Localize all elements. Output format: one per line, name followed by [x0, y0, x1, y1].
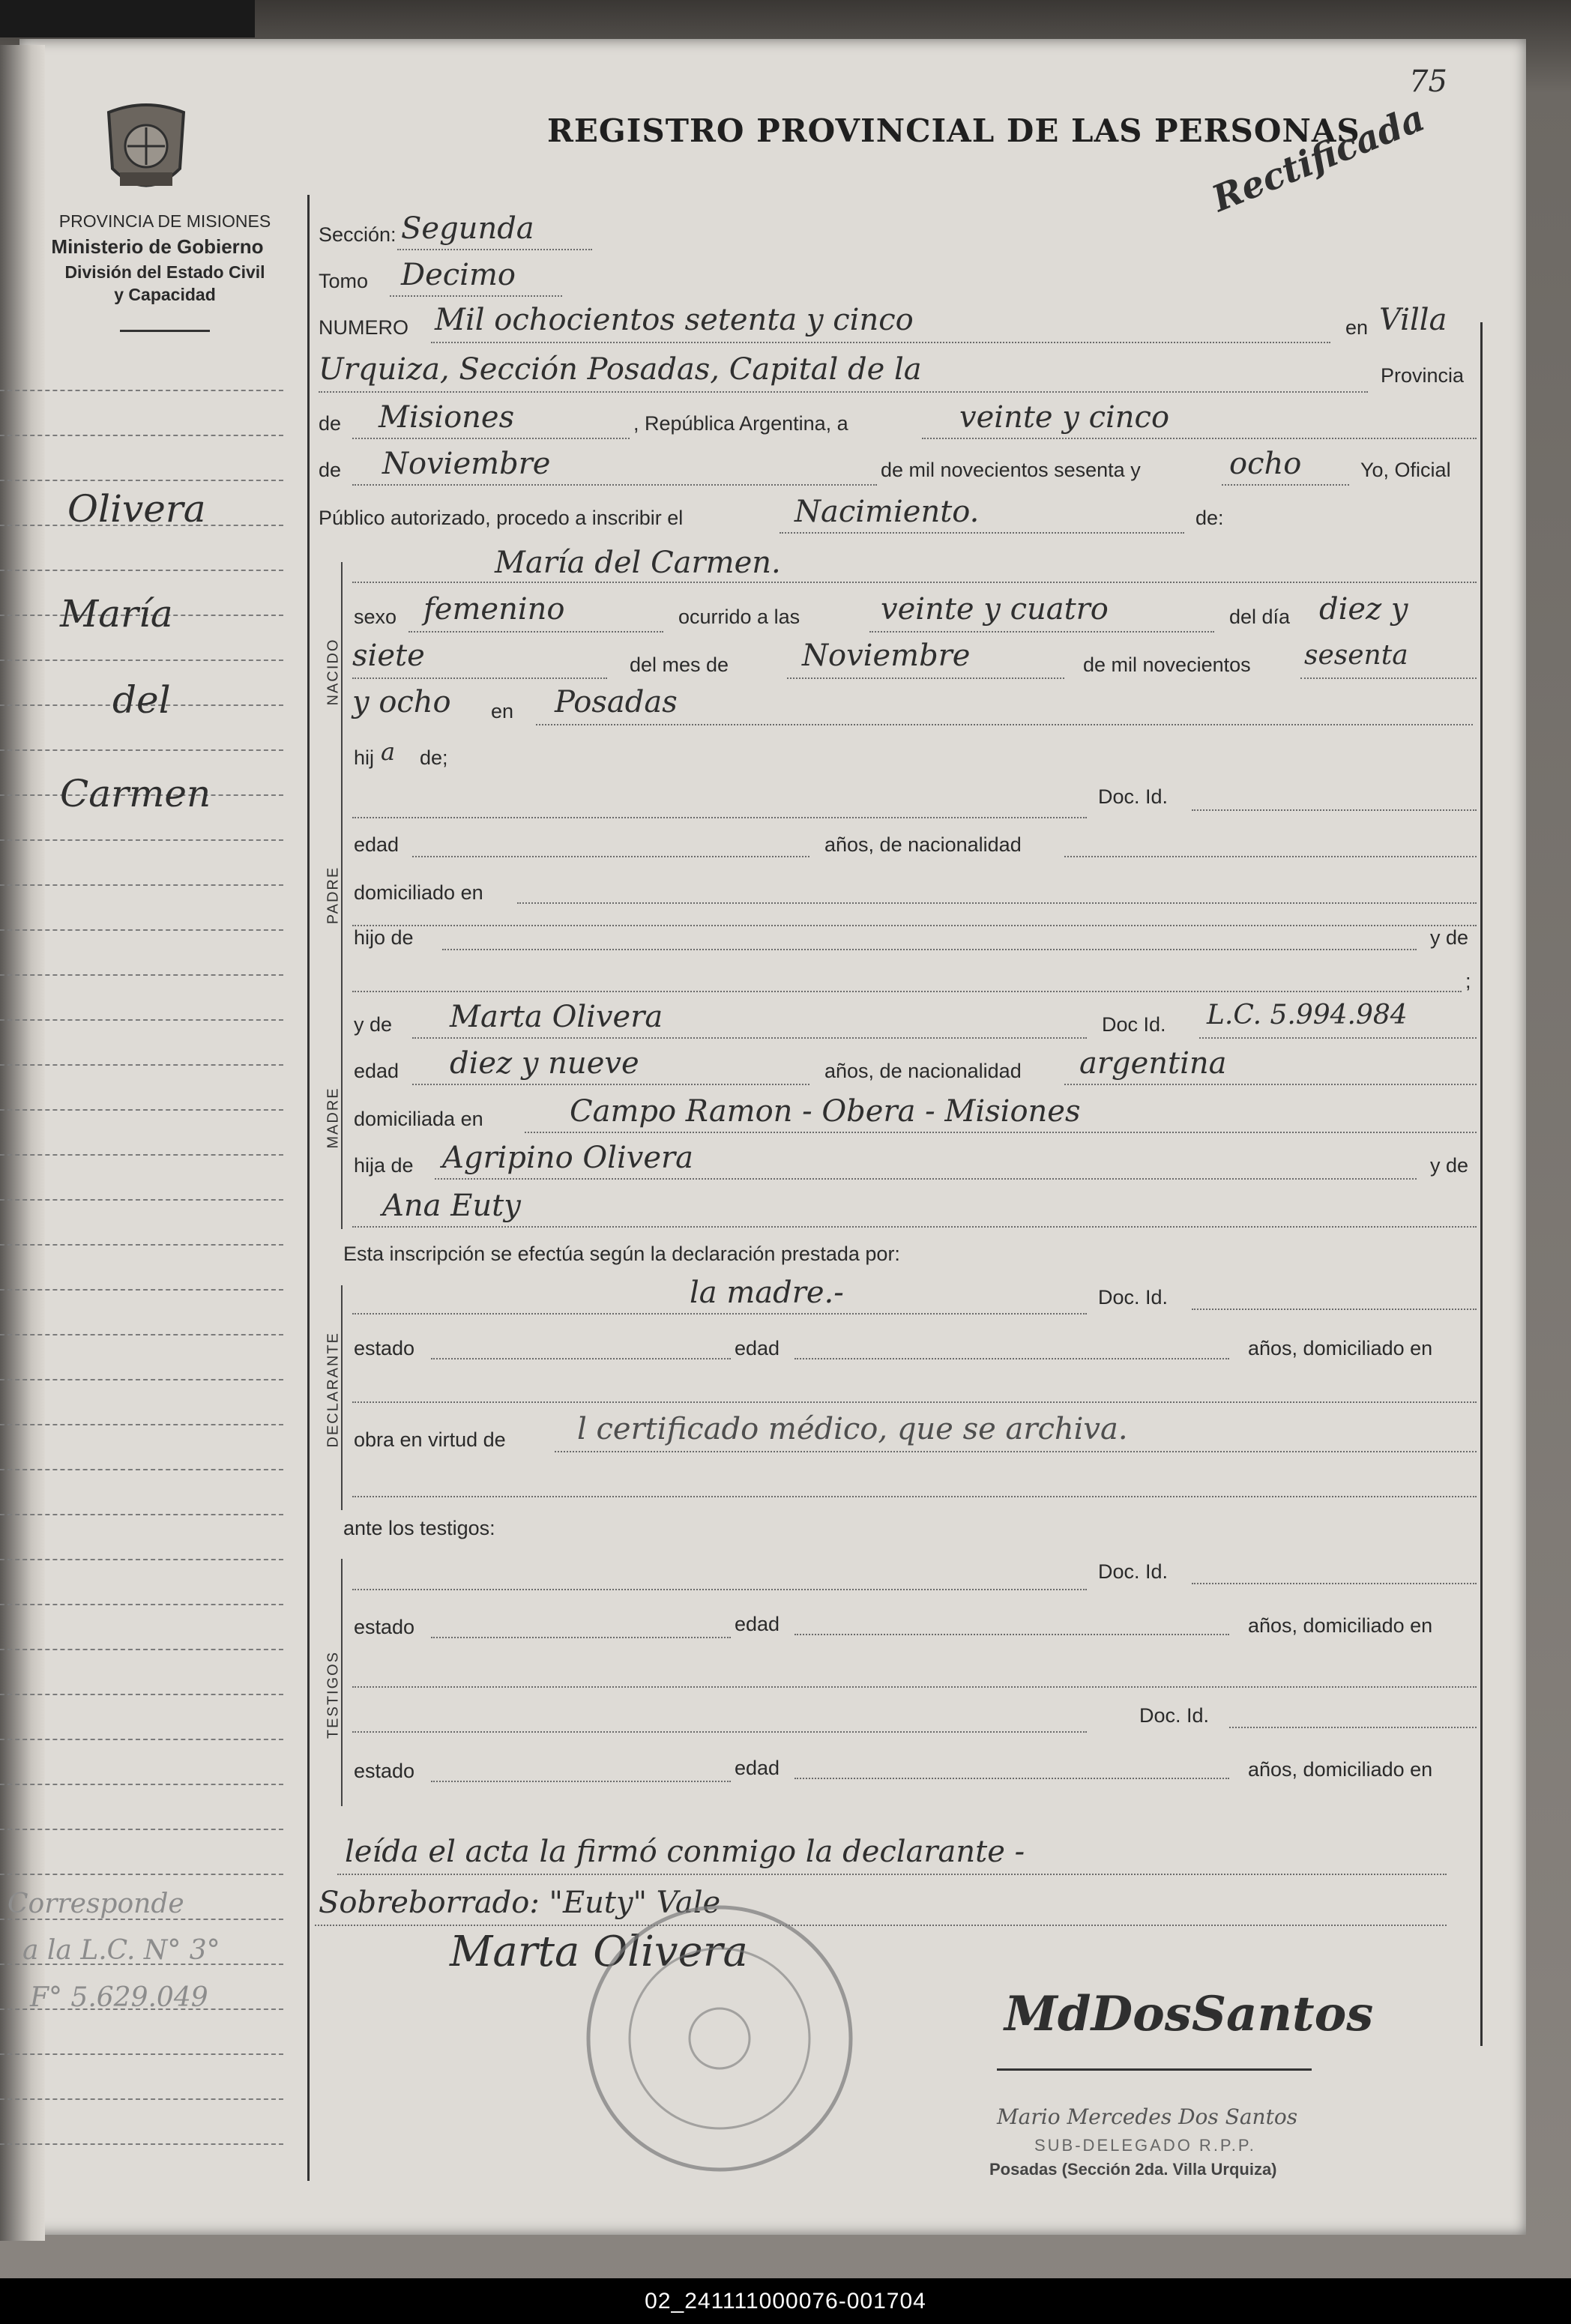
province-label: PROVINCIA DE MISIONES: [58, 211, 271, 231]
lugar-value: Urquiza, Sección Posadas, Capital de la: [319, 352, 922, 387]
cierre-line-2: Sobreborrado: "Euty" Vale: [319, 1886, 721, 1920]
testigos-side-label: TESTIGOS: [325, 1650, 342, 1739]
seccion-line: [397, 249, 592, 250]
seccion-value: Segunda: [401, 211, 534, 246]
official-role: SUB-DELEGADO R.P.P.: [1034, 2136, 1256, 2155]
numero-value: Mil ochocientos setenta y cinco: [435, 303, 914, 337]
form-left-rule: [307, 195, 310, 2181]
official-round-stamp-icon: [577, 1896, 862, 2181]
madre-padre-value: Agripino Olivera: [442, 1141, 693, 1175]
declarante-dom-line: [352, 1401, 1477, 1403]
del-mes-label: del mes de: [630, 654, 729, 676]
sesenta-label: de mil novecientos sesenta y: [881, 459, 1141, 481]
padre-hijo-label: hijo de: [354, 926, 414, 949]
margin-ruled-line: [0, 2143, 283, 2145]
testigo1-anos-label: años, domiciliado en: [1248, 1614, 1433, 1637]
madre-yde-label: y de: [354, 1013, 393, 1036]
madre-doc-line: [1199, 1037, 1477, 1039]
del-dia-label: del día: [1229, 606, 1291, 628]
margin-ruled-line: [0, 660, 283, 661]
padre-edad-line: [412, 856, 809, 857]
margin-name-3: del: [112, 678, 171, 722]
tomo-value: Decimo: [401, 258, 516, 292]
padre-dom-line-2: [352, 925, 1477, 926]
declarante-value: la madre.-: [690, 1276, 844, 1310]
madre-yde2-label: y de: [1430, 1154, 1469, 1177]
margin-ruled-line: [0, 839, 283, 841]
testigo1-dom-line: [352, 1686, 1477, 1688]
testigo2-estado-label: estado: [354, 1760, 415, 1782]
nacido-side-label: NACIDO: [325, 638, 342, 706]
padre-semicolon: ;: [1465, 970, 1471, 992]
margin-ruled-line: [0, 1109, 283, 1111]
tomo-label: Tomo: [319, 270, 369, 292]
madre-doc-value: L.C. 5.994.984: [1207, 1000, 1408, 1030]
provincia-value: Misiones: [379, 400, 515, 435]
hora-line: [869, 631, 1214, 633]
lugar-nac-value: Posadas: [555, 685, 678, 719]
margin-ruled-line: [0, 390, 283, 391]
acto-value: Nacimiento.: [794, 495, 980, 529]
signature-underline: [997, 2068, 1312, 2071]
anio-cont-value: y ocho: [352, 685, 451, 719]
margin-ruled-line: [0, 884, 283, 886]
de2-label: de: [319, 459, 342, 481]
rectificada-stamp: Rectificada: [1206, 97, 1431, 220]
margin-ruled-line: [0, 1694, 283, 1695]
acto-line: [780, 532, 1184, 534]
declarante-edad-line: [794, 1358, 1229, 1359]
inscripcion-label: Esta inscripción se efectúa según la declaración prestada por:: [343, 1243, 900, 1265]
padre-hijo-line: [442, 949, 1417, 950]
madre-edad-label: edad: [354, 1060, 399, 1082]
margin-ruled-line: [0, 1199, 283, 1201]
madre-padre-line: [435, 1178, 1417, 1180]
fecha-mes-line: [352, 484, 877, 486]
hijo-de-label: de;: [420, 746, 448, 769]
fecha-anio-value: ocho: [1229, 447, 1302, 481]
mes-value: Noviembre: [802, 639, 971, 673]
margin-ruled-line: [0, 1874, 283, 1875]
declarante-doc-line: [1192, 1309, 1477, 1310]
padre-edad-label: edad: [354, 833, 399, 856]
margin-ruled-line: [0, 1604, 283, 1605]
nombre-value: María del Carmen.: [495, 546, 781, 580]
margin-ruled-line: [0, 749, 283, 751]
fecha-dia-value: veinte y cinco: [959, 400, 1170, 435]
obra-value: l certificado médico, que se archiva.: [577, 1412, 1128, 1446]
margin-ruled-line: [0, 1514, 283, 1515]
testigo2-doc-line: [1229, 1727, 1477, 1728]
testigo1-estado-line: [431, 1637, 731, 1638]
declarante-edad-label: edad: [735, 1337, 780, 1359]
numero-label: NUMERO: [319, 316, 408, 339]
declarante-side-label: DECLARANTE: [325, 1332, 342, 1448]
margin-ruled-line: [0, 1784, 283, 1785]
tomo-line: [390, 295, 562, 297]
mes-line: [787, 677, 1064, 679]
padre-nac-label: años, de nacionalidad: [824, 833, 1022, 856]
hijo-label: hij: [354, 746, 375, 769]
obra-label: obra en virtud de: [354, 1428, 506, 1451]
declarante-estado-line: [431, 1358, 731, 1359]
testigo1-edad-line: [794, 1634, 1229, 1635]
sexo-label: sexo: [354, 606, 397, 628]
fecha-dia-line: [922, 438, 1477, 439]
margin-ruled-line: [0, 1334, 283, 1335]
cierre-line-1: leída el acta la firmó conmigo la declarante -: [345, 1835, 1025, 1869]
cierre-line-2-rule: [315, 1925, 1447, 1926]
margin-ruled-line: [0, 435, 283, 436]
padre-doc-label: Doc. Id.: [1098, 785, 1169, 808]
ministry-label: Ministerio de Gobierno: [51, 235, 264, 258]
padre-dom-line: [517, 902, 1477, 904]
obra-line: [555, 1451, 1477, 1452]
declarante-anos-label: años, domiciliado en: [1248, 1337, 1433, 1359]
header-rule: [120, 330, 210, 332]
margin-ruled-line: [0, 1289, 283, 1291]
testigo2-edad-label: edad: [735, 1757, 780, 1779]
testigo1-doc-label: Doc. Id.: [1098, 1560, 1169, 1583]
fecha-anio-line: [1222, 484, 1349, 486]
margin-ruled-line: [0, 1469, 283, 1470]
padre-doc-line: [1192, 809, 1477, 811]
de-label: de: [319, 412, 342, 435]
padre-abuela-line: [352, 991, 1462, 992]
testigo2-doc-label: Doc. Id.: [1139, 1704, 1210, 1727]
division-label-2: y Capacidad: [114, 285, 216, 304]
margin-ruled-line: [0, 1379, 283, 1380]
declarante-doc-label: Doc. Id.: [1098, 1286, 1169, 1309]
margin-name-1: Olivera: [67, 487, 206, 531]
cierre-line-1-rule: [337, 1874, 1447, 1875]
en-value: Villa: [1379, 303, 1447, 337]
lugar-nac-line: [536, 724, 1473, 725]
madre-nac-value: argentina: [1079, 1046, 1227, 1081]
testigo2-estado-line: [431, 1781, 731, 1782]
margin-ruled-line: [0, 1649, 283, 1650]
division-label-1: División del Estado Civil: [64, 262, 265, 282]
madre-edad-value: diez y nueve: [450, 1046, 639, 1081]
anio-value: sesenta: [1304, 640, 1408, 671]
official-signature: MdDosSantos: [1004, 1986, 1374, 2042]
padre-name-line: [352, 817, 1087, 818]
margin-ruled-line: [0, 480, 283, 481]
provincia-line: [352, 438, 630, 439]
padre-yde-label: y de: [1430, 926, 1469, 949]
official-name: Mario Mercedes Dos Santos: [997, 2104, 1298, 2129]
testigo1-line: [352, 1589, 1087, 1590]
madre-dom-line: [525, 1132, 1477, 1133]
margin-name-4: Carmen: [60, 772, 211, 815]
obra-line-2: [352, 1496, 1477, 1497]
form-right-rule: [1480, 322, 1483, 2046]
madre-nombre-value: Marta Olivera: [450, 1000, 663, 1034]
seccion-label: Sección:: [319, 223, 396, 246]
fecha-mes-value: Noviembre: [382, 447, 551, 481]
testigo1-doc-line: [1192, 1583, 1477, 1584]
hora-value: veinte y cuatro: [881, 592, 1109, 627]
dia-cont-line: [352, 677, 607, 679]
margin-name-2: María: [60, 592, 173, 636]
ocurrido-label: ocurrido a las: [678, 606, 800, 628]
margin-ruled-line: [0, 2098, 283, 2100]
margin-ruled-line: [0, 1559, 283, 1560]
margin-annotation-2: a la L.C. N° 3°: [22, 1935, 220, 1966]
testigo2-line: [352, 1731, 1087, 1733]
madre-doc-label: Doc Id.: [1102, 1013, 1166, 1036]
de-colon-label: de:: [1195, 507, 1224, 529]
dia-cont-value: siete: [352, 639, 425, 673]
testigo2-anos-label: años, domiciliado en: [1248, 1758, 1433, 1781]
en-nac-label: en: [491, 700, 514, 722]
declarante-line: [352, 1313, 1087, 1315]
numero-line: [431, 342, 1330, 343]
madre-nac-line: [1064, 1084, 1477, 1085]
desk-shadow: [0, 0, 255, 37]
sexo-line: [408, 631, 663, 633]
madre-edad-line: [412, 1084, 809, 1085]
publico-label: Público autorizado, procedo a inscribir el: [319, 507, 684, 529]
provincia-label: Provincia: [1381, 364, 1465, 387]
dia-value: diez y: [1319, 592, 1408, 627]
testigo1-edad-label: edad: [735, 1613, 780, 1635]
margin-ruled-line: [0, 570, 283, 571]
madre-madre-value: Ana Euty: [382, 1189, 521, 1223]
margin-ruled-line: [0, 1154, 283, 1156]
padre-side-label: PADRE: [325, 866, 342, 925]
file-id-strip: 02_241111000076-001704: [0, 2278, 1571, 2324]
declarante-estado-label: estado: [354, 1337, 415, 1359]
margin-annotation-3: F° 5.629.049: [30, 1982, 208, 2013]
margin-ruled-line: [0, 1424, 283, 1425]
madre-dom-value: Campo Ramon - Obera - Misiones: [570, 1094, 1081, 1129]
madre-nombre-line: [412, 1037, 1087, 1039]
page-number: 75: [1409, 64, 1447, 99]
margin-ruled-line: [0, 1829, 283, 1830]
madre-dom-label: domiciliada en: [354, 1108, 483, 1130]
padre-dom-label: domiciliado en: [354, 881, 483, 904]
margin-ruled-line: [0, 929, 283, 931]
madre-side-label: MADRE: [325, 1087, 342, 1149]
page-title: REGISTRO PROVINCIAL DE LAS PERSONAS: [547, 112, 1360, 149]
testigo2-edad-line: [794, 1778, 1229, 1779]
declarante-signature: Marta Olivera: [450, 1928, 748, 1976]
madre-hija-label: hija de: [354, 1154, 414, 1177]
madre-madre-line: [352, 1226, 1477, 1228]
testigos-label: ante los testigos:: [343, 1517, 495, 1539]
lugar-line: [319, 391, 1368, 393]
de-mil-nov-label: de mil novecientos: [1083, 654, 1251, 676]
margin-ruled-line: [0, 974, 283, 976]
en-label: en: [1345, 316, 1369, 339]
republica-label: , República Argentina, a: [633, 412, 848, 435]
official-place: Posadas (Sección 2da. Villa Urquiza): [989, 2160, 1277, 2179]
madre-nac-label: años, de nacionalidad: [824, 1060, 1022, 1082]
margin-ruled-line: [0, 1064, 283, 1066]
margin-ruled-line: [0, 1019, 283, 1021]
margin-annotation-1: Corresponde: [7, 1889, 184, 1919]
yo-oficial-label: Yo, Oficial: [1360, 459, 1451, 481]
hijo-suffix-value: a: [381, 737, 396, 766]
provincial-seal-icon: [97, 97, 195, 202]
padre-nac-line: [1064, 856, 1477, 857]
nombre-line: [352, 582, 1477, 583]
anio-line: [1300, 677, 1477, 679]
margin-ruled-line: [0, 1244, 283, 1246]
testigo1-estado-label: estado: [354, 1616, 415, 1638]
margin-ruled-line: [0, 1739, 283, 1740]
margin-ruled-line: [0, 2053, 283, 2055]
sexo-value: femenino: [423, 592, 565, 627]
